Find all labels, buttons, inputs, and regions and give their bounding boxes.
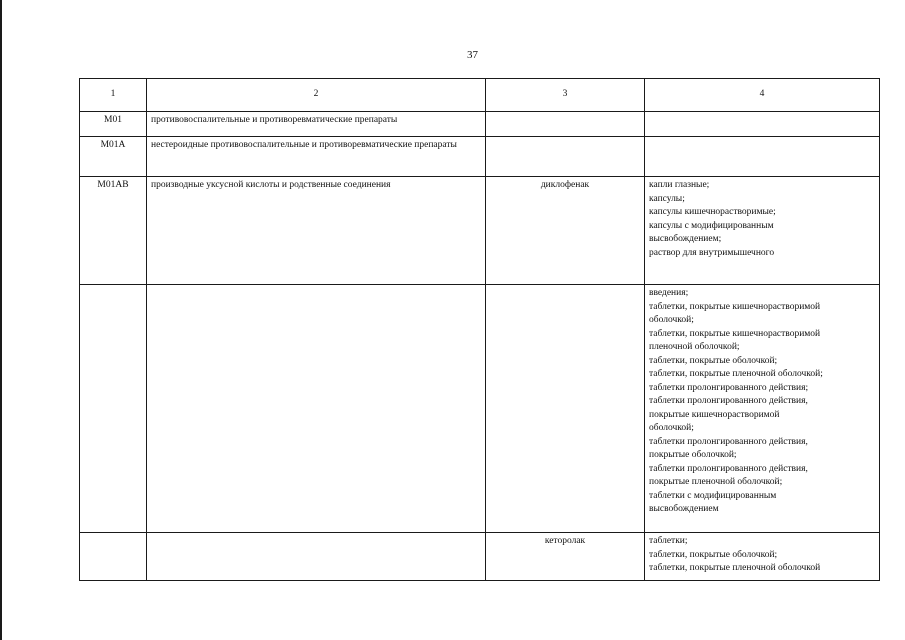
dosage-form-line: покрытые оболочкой; xyxy=(649,450,737,460)
header-cell-1: 1 xyxy=(80,79,147,112)
dosage-form-line: покрытые пленочной оболочкой; xyxy=(649,477,783,487)
description-cell xyxy=(147,137,486,177)
dosage-form-line: таблетки, покрытые пленочной оболочкой xyxy=(649,563,821,573)
atc-code-cell: M01A xyxy=(80,137,147,177)
dosage-forms-cell xyxy=(645,137,880,177)
drug-name-cell xyxy=(486,285,645,533)
dosage-form-line: таблетки, покрытые оболочкой; xyxy=(649,549,778,560)
dosage-form-line: таблетки; xyxy=(649,536,688,546)
atc-code-cell: M01 xyxy=(80,112,147,137)
description-cell: противовоспалительные и противоревматические препараты xyxy=(147,112,486,137)
table-row xyxy=(80,137,880,177)
dosage-form-line: таблетки, покрытые оболочкой; xyxy=(649,355,778,366)
drug-name-cell: кеторолак xyxy=(486,533,645,581)
drug-name-cell xyxy=(486,112,645,137)
table-row xyxy=(80,177,880,285)
description-cell: производные уксусной кислоты и родственные соединения xyxy=(147,177,486,285)
dosage-form-line: капли глазные; xyxy=(649,180,710,190)
drug-name-cell: диклофенак xyxy=(486,177,645,285)
dosage-form-line: капсулы кишечнорастворимые; xyxy=(649,207,776,217)
table-header-row xyxy=(80,79,880,112)
dosage-form-line: оболочкой; xyxy=(649,423,694,433)
atc-code-cell xyxy=(80,285,147,533)
dosage-form-line: таблетки пролонгированного действия, xyxy=(649,436,808,447)
drug-table xyxy=(79,78,880,581)
dosage-forms-cell xyxy=(645,533,880,581)
table-row xyxy=(80,285,880,533)
dosage-form-line: введения; xyxy=(649,288,689,298)
drug-name-cell xyxy=(486,137,645,177)
dosage-form-line: таблетки, покрытые кишечнорастворимой xyxy=(649,328,821,339)
dosage-form-line: таблетки пролонгированного действия, xyxy=(649,396,808,406)
header-cell-2: 2 xyxy=(147,79,486,112)
header-cell-4: 4 xyxy=(645,79,880,112)
page-number: 37 xyxy=(467,49,478,61)
dosage-form-line: капсулы с модифицированным xyxy=(649,220,774,231)
dosage-form-line: капсулы; xyxy=(649,193,685,204)
dosage-forms-cell xyxy=(645,285,880,533)
table-row xyxy=(80,112,880,137)
atc-code-cell: M01AB xyxy=(80,177,147,285)
dosage-form-line: таблетки, покрытые пленочной оболочкой; xyxy=(649,369,823,379)
page-left-edge xyxy=(0,0,2,640)
dosage-form-line: таблетки пролонгированного действия, xyxy=(649,463,808,474)
dosage-form-line: таблетки пролонгированного действия; xyxy=(649,382,809,393)
dosage-form-line: оболочкой; xyxy=(649,315,694,325)
header-cell-3: 3 xyxy=(486,79,645,112)
dosage-form-line: высвобождением; xyxy=(649,234,722,244)
dosage-forms-cell xyxy=(645,112,880,137)
dosage-form-line: высвобождением xyxy=(649,504,719,514)
dosage-forms-cell xyxy=(645,177,880,285)
dosage-form-line: покрытые кишечнорастворимой xyxy=(649,409,780,420)
dosage-form-line: раствор для внутримышечного xyxy=(649,247,775,258)
description-cell xyxy=(147,533,486,581)
dosage-form-line: пленочной оболочкой; xyxy=(649,342,740,352)
dosage-form-line: таблетки с модифицированным xyxy=(649,490,777,501)
atc-code-cell xyxy=(80,533,147,581)
dosage-form-line: таблетки, покрытые кишечнорастворимой xyxy=(649,301,821,312)
table-row xyxy=(80,533,880,581)
description-cell xyxy=(147,285,486,533)
description-text: нестероидные противовоспалительные и противоревматические препараты xyxy=(151,140,457,150)
